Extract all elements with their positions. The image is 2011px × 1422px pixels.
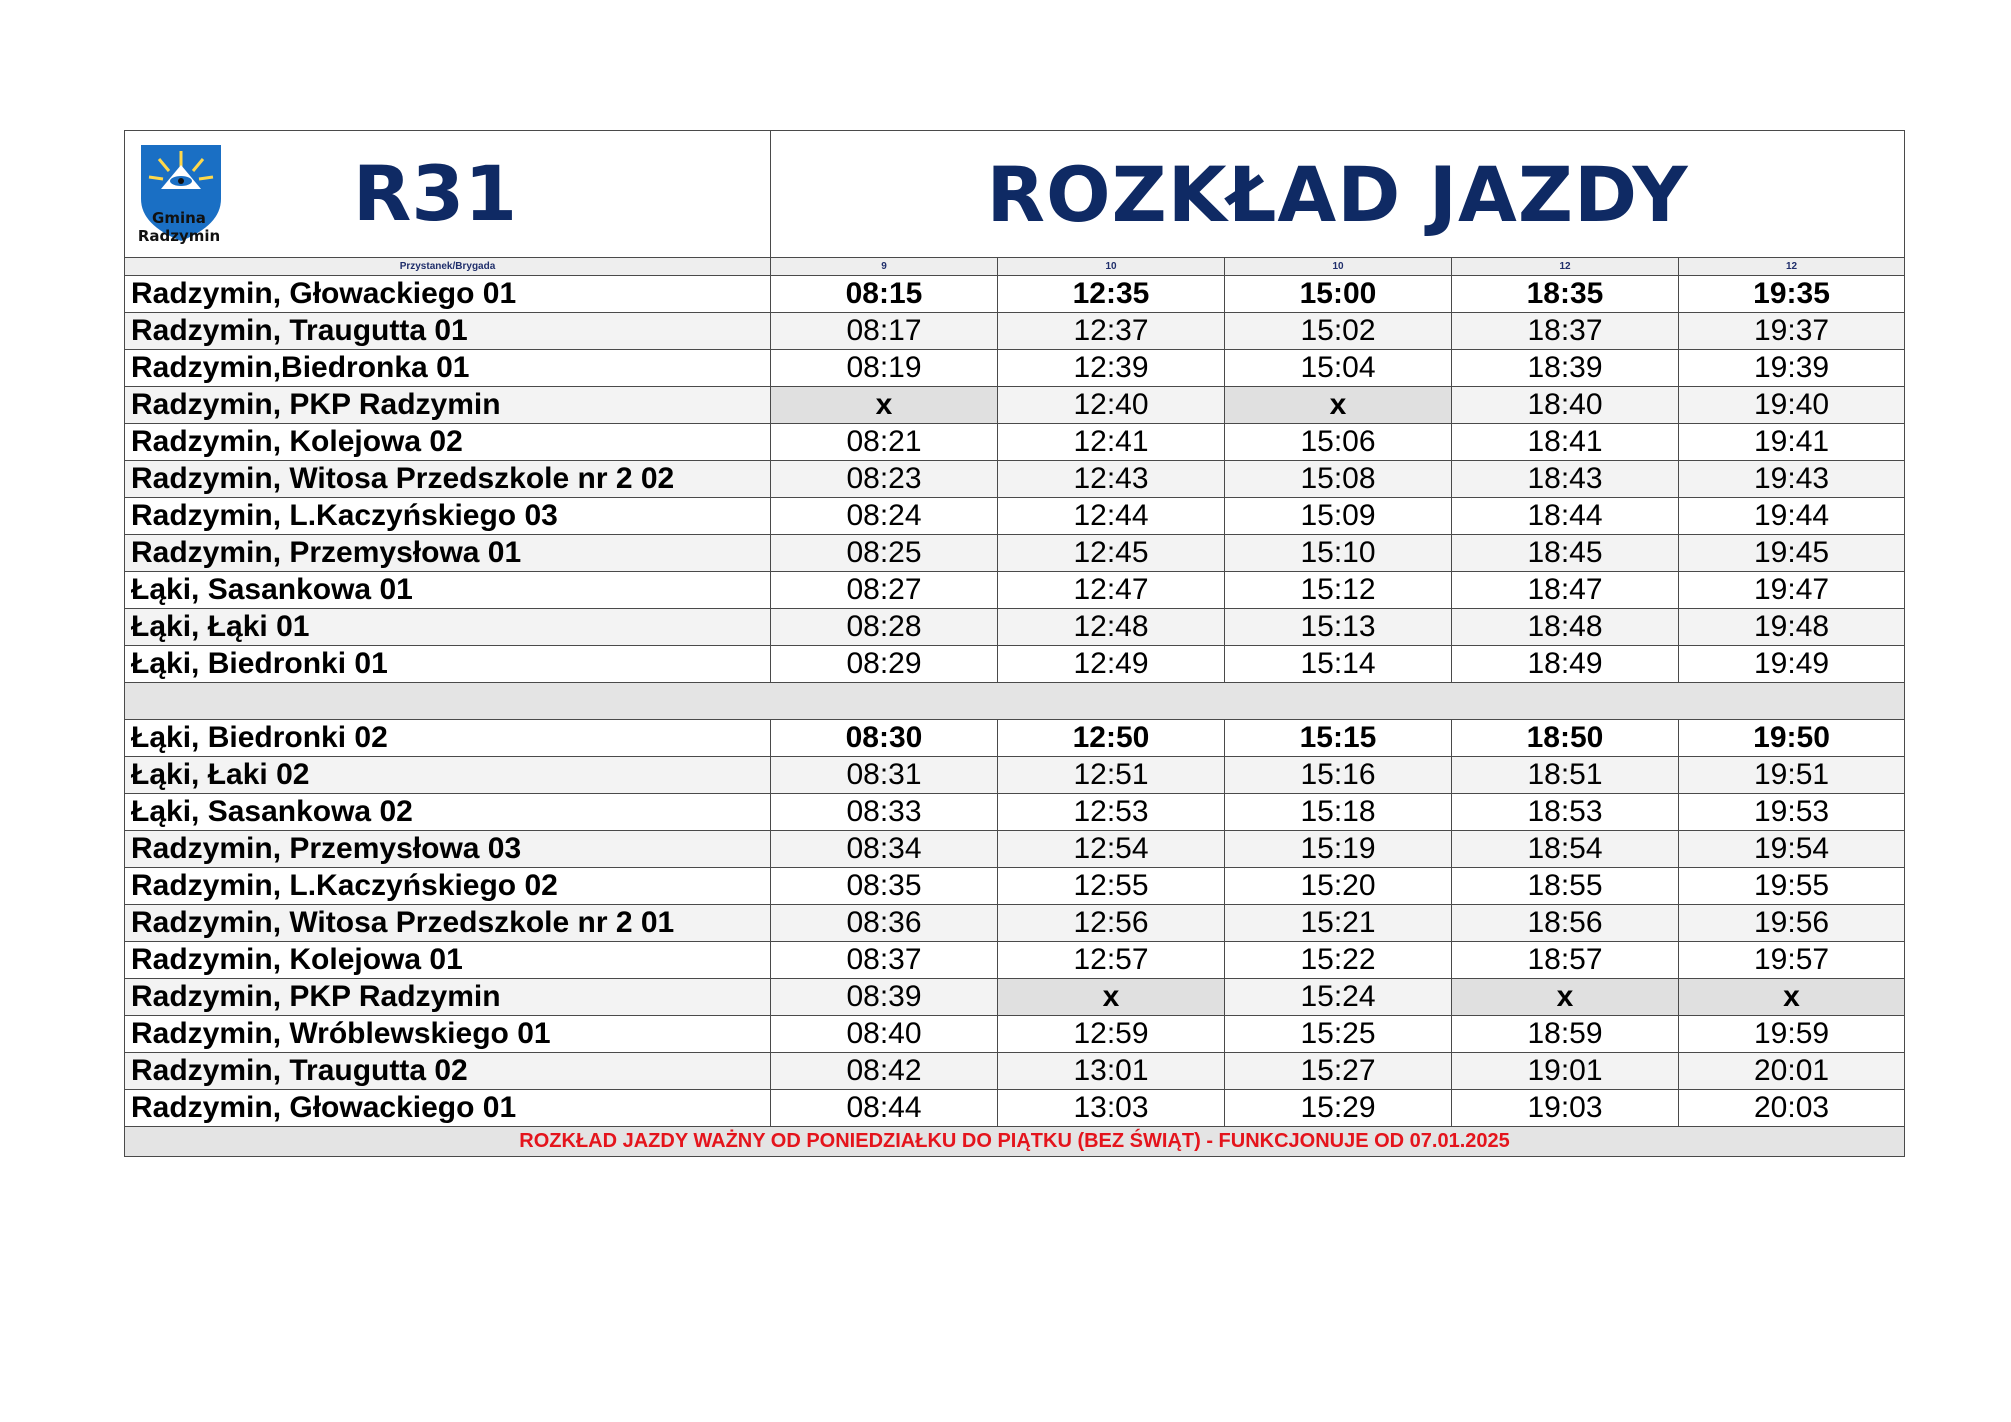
departure-time: 08:40 [771,1016,998,1053]
departure-time: 15:09 [1225,498,1452,535]
departure-time: 19:35 [1679,276,1905,313]
stop-name: Radzymin, Kolejowa 02 [125,424,771,461]
table-row [125,979,1905,1016]
departure-time: 18:55 [1452,868,1679,905]
stop-name: Radzymin, Traugutta 02 [125,1053,771,1090]
departure-time: 08:24 [771,498,998,535]
table-row [125,831,1905,868]
stop-name: Radzymin, Kolejowa 01 [125,942,771,979]
departure-time: 15:02 [1225,313,1452,350]
departure-time: 19:50 [1679,720,1905,757]
stop-name: Radzymin, Przemysłowa 01 [125,535,771,572]
departure-time: 12:53 [998,794,1225,831]
table-row [125,794,1905,831]
departure-time: 19:54 [1679,831,1905,868]
stop-name: Radzymin, PKP Radzymin [125,979,771,1016]
brigade-label: Przystanek/Brygada [125,258,771,276]
no-stop-cell: x [1452,979,1679,1016]
table-row [125,350,1905,387]
departure-time: 19:56 [1679,905,1905,942]
departure-time: 12:57 [998,942,1225,979]
departure-time: 08:27 [771,572,998,609]
departure-time: 15:21 [1225,905,1452,942]
table-row [125,720,1905,757]
departure-time: 18:37 [1452,313,1679,350]
page-title: ROZKŁAD JAZDY [986,149,1689,239]
departure-time: 18:51 [1452,757,1679,794]
departure-time: 13:01 [998,1053,1225,1090]
no-stop-cell: x [998,979,1225,1016]
stop-name: Radzymin, L.Kaczyńskiego 03 [125,498,771,535]
departure-time: 19:45 [1679,535,1905,572]
table-row [125,609,1905,646]
departure-time: 08:35 [771,868,998,905]
stop-name: Łąki, Biedronki 02 [125,720,771,757]
departure-time: 08:34 [771,831,998,868]
header-route-cell [125,131,771,258]
table-row [125,313,1905,350]
departure-time: 18:48 [1452,609,1679,646]
brigade-number: 12 [1452,258,1679,276]
departure-time: 18:53 [1452,794,1679,831]
departure-time: 18:45 [1452,535,1679,572]
departure-time: 08:30 [771,720,998,757]
stop-name: Radzymin, Przemysłowa 03 [125,831,771,868]
timetable-sheet [124,130,1904,1157]
departure-time: 08:19 [771,350,998,387]
table-row [125,1090,1905,1127]
brigade-row [125,258,1905,276]
stop-name: Radzymin, Wróblewskiego 01 [125,1016,771,1053]
departure-time: 20:03 [1679,1090,1905,1127]
no-stop-cell: x [1679,979,1905,1016]
departure-time: 08:31 [771,757,998,794]
departure-time: 19:39 [1679,350,1905,387]
departure-time: 08:21 [771,424,998,461]
departure-time: 15:16 [1225,757,1452,794]
table-row [125,276,1905,313]
brigade-number: 9 [771,258,998,276]
departure-time: 08:39 [771,979,998,1016]
departure-time: 18:43 [1452,461,1679,498]
departure-time: 18:35 [1452,276,1679,313]
departure-time: 12:39 [998,350,1225,387]
no-stop-cell: x [1225,387,1452,424]
logo-line-1: Gmina [152,209,206,227]
departure-time: 12:45 [998,535,1225,572]
departure-time: 19:53 [1679,794,1905,831]
departure-time: 15:25 [1225,1016,1452,1053]
departure-time: 15:18 [1225,794,1452,831]
stop-name: Łąki, Sasankowa 01 [125,572,771,609]
departure-time: 18:57 [1452,942,1679,979]
departure-time: 18:47 [1452,572,1679,609]
departure-time: 12:41 [998,424,1225,461]
departure-time: 12:51 [998,757,1225,794]
departure-time: 08:17 [771,313,998,350]
stop-name: Radzymin, L.Kaczyńskiego 02 [125,868,771,905]
departure-time: 19:40 [1679,387,1905,424]
departure-time: 12:48 [998,609,1225,646]
departure-time: 19:43 [1679,461,1905,498]
brigade-number: 12 [1679,258,1905,276]
departure-time: 12:50 [998,720,1225,757]
route-number: R31 [352,149,518,238]
departure-time: 08:29 [771,646,998,683]
departure-time: 18:40 [1452,387,1679,424]
departure-time: 08:36 [771,905,998,942]
stop-name: Radzymin, Traugutta 01 [125,313,771,350]
departure-time: 15:14 [1225,646,1452,683]
departure-time: 12:43 [998,461,1225,498]
departure-time: 19:44 [1679,498,1905,535]
stop-name: Radzymin, PKP Radzymin [125,387,771,424]
departure-time: 12:47 [998,572,1225,609]
logo-caption [127,209,231,245]
table-row [125,387,1905,424]
departure-time: 12:55 [998,868,1225,905]
brigade-number: 10 [1225,258,1452,276]
departure-time: 19:41 [1679,424,1905,461]
departure-time: 12:37 [998,313,1225,350]
departure-time: 15:13 [1225,609,1452,646]
departure-time: 15:00 [1225,276,1452,313]
departure-time: 15:29 [1225,1090,1452,1127]
no-stop-cell: x [771,387,998,424]
stop-name: Radzymin, Witosa Przedszkole nr 2 01 [125,905,771,942]
departure-time: 12:54 [998,831,1225,868]
table-row [125,535,1905,572]
stop-name: Łąki, Łaki 02 [125,757,771,794]
departure-time: 12:49 [998,646,1225,683]
timetable [124,130,1905,1157]
table-row [125,424,1905,461]
departure-time: 20:01 [1679,1053,1905,1090]
departure-time: 18:59 [1452,1016,1679,1053]
table-row [125,498,1905,535]
stop-name: Łąki, Sasankowa 02 [125,794,771,831]
departure-time: 18:41 [1452,424,1679,461]
logo-line-2: Radzymin [137,227,221,245]
table-row [125,461,1905,498]
departure-time: 15:04 [1225,350,1452,387]
stop-name: Łąki, Łąki 01 [125,609,771,646]
departure-time: 08:44 [771,1090,998,1127]
validity-note: ROZKŁAD JAZDY WAŻNY OD PONIEDZIAŁKU DO PIĄTKU (BEZ ŚWIĄT) - FUNKCJONUJE OD 07.01.2025 [125,1127,1905,1157]
departure-time: 19:59 [1679,1016,1905,1053]
table-row [125,572,1905,609]
departure-time: 15:10 [1225,535,1452,572]
departure-time: 12:35 [998,276,1225,313]
departure-time: 08:28 [771,609,998,646]
departure-time: 19:51 [1679,757,1905,794]
table-row [125,1016,1905,1053]
departure-time: 18:54 [1452,831,1679,868]
departure-time: 15:22 [1225,942,1452,979]
table-row [125,905,1905,942]
departure-time: 15:06 [1225,424,1452,461]
table-row [125,1053,1905,1090]
stop-name: Radzymin, Witosa Przedszkole nr 2 02 [125,461,771,498]
departure-time: 19:49 [1679,646,1905,683]
departure-time: 18:44 [1452,498,1679,535]
header-title-cell [771,131,1905,258]
departure-time: 19:03 [1452,1090,1679,1127]
departure-time: 15:27 [1225,1053,1452,1090]
separator-cell [125,683,1905,720]
departure-time: 12:44 [998,498,1225,535]
departure-time: 19:37 [1679,313,1905,350]
departure-time: 18:50 [1452,720,1679,757]
table-row [125,757,1905,794]
departure-time: 13:03 [998,1090,1225,1127]
departure-time: 18:39 [1452,350,1679,387]
departure-time: 12:40 [998,387,1225,424]
departure-time: 15:08 [1225,461,1452,498]
table-row [125,942,1905,979]
table-row [125,646,1905,683]
table-row [125,868,1905,905]
departure-time: 18:49 [1452,646,1679,683]
departure-time: 19:01 [1452,1053,1679,1090]
departure-time: 08:15 [771,276,998,313]
departure-time: 15:19 [1225,831,1452,868]
brigade-number: 10 [998,258,1225,276]
departure-time: 19:48 [1679,609,1905,646]
stop-name: Łąki, Biedronki 01 [125,646,771,683]
departure-time: 08:33 [771,794,998,831]
departure-time: 15:15 [1225,720,1452,757]
departure-time: 12:59 [998,1016,1225,1053]
departure-time: 08:42 [771,1053,998,1090]
departure-time: 08:23 [771,461,998,498]
departure-time: 15:24 [1225,979,1452,1016]
departure-time: 18:56 [1452,905,1679,942]
stop-name: Radzymin, Głowackiego 01 [125,276,771,313]
section-separator [125,683,1905,720]
departure-time: 19:57 [1679,942,1905,979]
departure-time: 15:20 [1225,868,1452,905]
departure-time: 08:37 [771,942,998,979]
departure-time: 12:56 [998,905,1225,942]
footer-row [125,1127,1905,1157]
departure-time: 19:47 [1679,572,1905,609]
departure-time: 19:55 [1679,868,1905,905]
stop-name: Radzymin,Biedronka 01 [125,350,771,387]
stop-name: Radzymin, Głowackiego 01 [125,1090,771,1127]
departure-time: 08:25 [771,535,998,572]
departure-time: 15:12 [1225,572,1452,609]
